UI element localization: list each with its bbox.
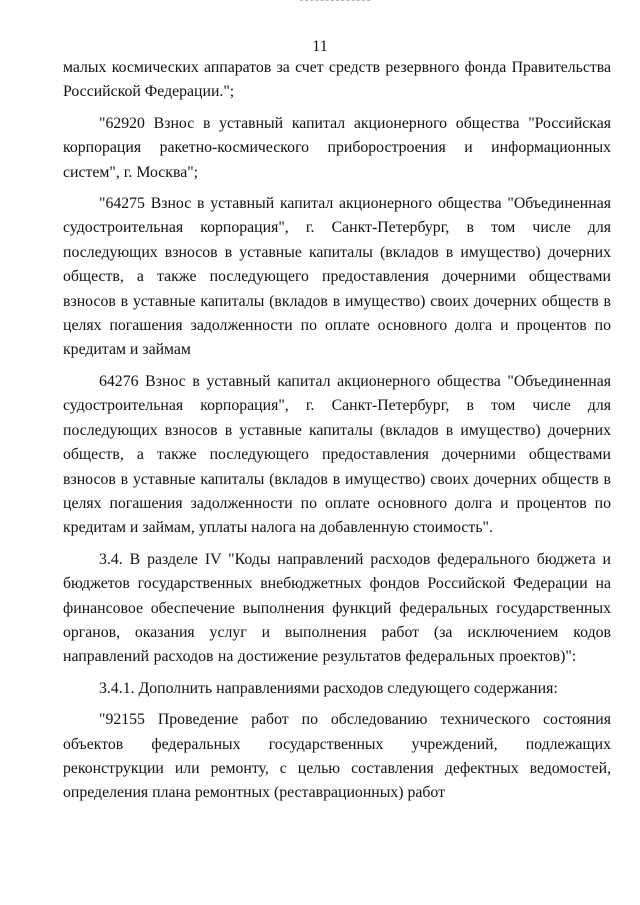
paragraph-code-64276: 64276 Взнос в уставный капитал акционерного общества "Объединенная судостроительная корпорация", г. Санкт-Петербург, в том числе для последующих взносов в уставные капиталы (вкладов в имущество) дочерних обществ, а также последующего предоставления дочерними обществами взносов в уставные капиталы (вкладов в имущество) своих дочерних обществ в целях погашения задолженности по оплате основного долга и процентов по кредитам и займам, уплаты налога на добавленную стоимость". (63, 372, 611, 537)
paragraph-code-92155: "92155 Проведение работ по обследованию технического состояния объектов федеральных государственных учреждений, подлежащих реконструкции или ремонту, с целью составления дефектных ведомостей, определения плана ремонтных (реставрационных) работ (63, 711, 611, 802)
paragraph-section-3-4-1: 3.4.1. Дополнить направлениями расходов следующего содержания: (99, 679, 558, 697)
page-number: 11 (312, 38, 328, 55)
scan-artifact-line (300, 0, 370, 2)
paragraph-code-64275: "64275 Взнос в уставный капитал акционерного общества "Объединенная судостроительная корпорация", г. Санкт-Петербург, в том числе для последующих взносов в уставные капиталы (вкладов в имущество) дочерних обществ, а также последующего предоставления дочерними обществами взносов в уставные капиталы (вкладов в имущество) своих дочерних обществ в целях погашения задолженности по оплате основного долга и процентов по кредитам и займам (63, 195, 611, 359)
paragraph-code-62920: "62920 Взнос в уставный капитал акционерного общества "Российская корпорация ракетно-космического приборостроения и информационных систем", г. Москва"; (63, 114, 611, 181)
document-body (63, 56, 611, 806)
paragraph-section-3-4: 3.4. В разделе IV "Коды направлений расходов федерального бюджета и бюджетов государственных внебюджетных фондов Российской Федерации на финансовое обеспечение выполнения функций федеральных государственных органов, оказания услуг и выполнения работ (за исключением кодов направлений расходов на достижение результатов федеральных проектов)": (63, 550, 611, 666)
paragraph-continuation: малых космических аппаратов за счет средств резервного фонда Правительства Российской Федерации."; (63, 59, 611, 101)
